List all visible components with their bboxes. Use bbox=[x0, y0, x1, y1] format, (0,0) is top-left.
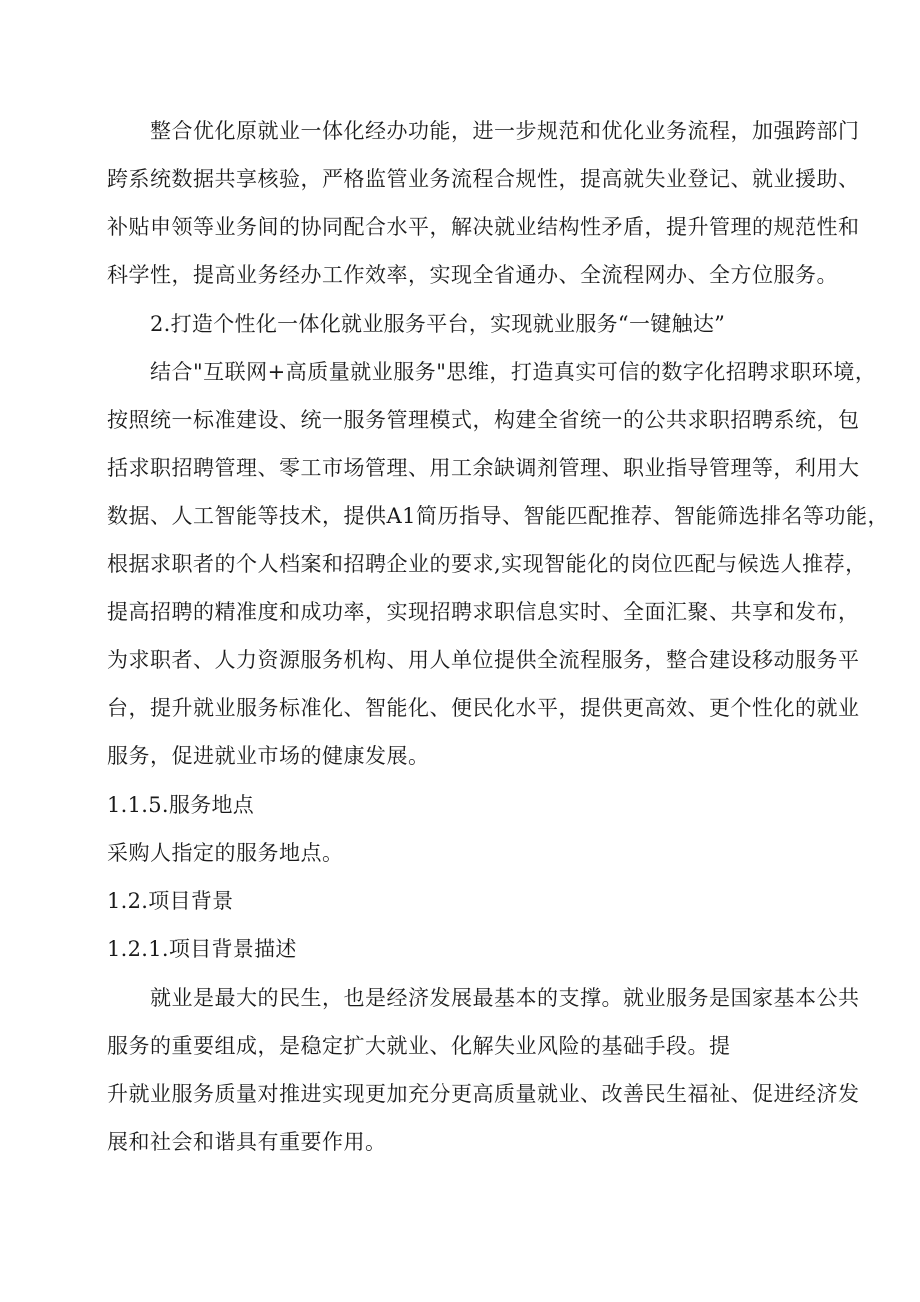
paragraph-line: 按照统一标准建设、统一服务管理模式，构建全省统一的公共求职招聘系统，包 bbox=[107, 408, 860, 432]
paragraph-line: 展和社会和谐具有重要作用。 bbox=[107, 1130, 387, 1154]
section-heading: 1.2.项目背景 bbox=[107, 889, 234, 913]
paragraph-line: 服务，促进就业市场的健康发展。 bbox=[107, 744, 430, 768]
paragraph-line: 升就业服务质量对推进实现更加充分更高质量就业、改善民生福祉、促进经济发 bbox=[107, 1082, 860, 1106]
paragraph-line: 括求职招聘管理、零工市场管理、用工余缺调剂管理、职业指导管理等，利用大 bbox=[107, 456, 860, 480]
paragraph-line: 台，提升就业服务标准化、智能化、便民化水平，提供更高效、更个性化的就业 bbox=[107, 696, 860, 720]
paragraph-line: 整合优化原就业一体化经办功能，进一步规范和优化业务流程，加强跨部门 bbox=[150, 119, 860, 143]
paragraph-line: 为求职者、人力资源服务机构、用人单位提供全流程服务，整合建设移动服务平 bbox=[107, 648, 860, 672]
paragraph-line: 科学性，提高业务经办工作效率，实现全省通办、全流程网办、全方位服务。 bbox=[107, 263, 838, 287]
item-title: 2.打造个性化一体化就业服务平台，实现就业服务“一键触达” bbox=[150, 312, 726, 336]
paragraph-line: 根据求职者的个人档案和招聘企业的要求,实现智能化的岗位匹配与候选人推荐， bbox=[107, 552, 867, 576]
paragraph-line: 就业是最大的民生，也是经济发展最基本的支撑。就业服务是国家基本公共 bbox=[150, 986, 860, 1010]
paragraph-line: 采购人指定的服务地点。 bbox=[107, 841, 344, 865]
paragraph-line: 数据、人工智能等技术，提供A1简历指导、智能匹配推荐、智能筛选排名等功能， bbox=[107, 504, 890, 528]
paragraph-line: 补贴申领等业务间的协同配合水平，解决就业结构性矛盾，提升管理的规范性和 bbox=[107, 215, 860, 239]
section-heading: 1.1.5.服务地点 bbox=[107, 793, 255, 817]
section-heading: 1.2.1.项目背景描述 bbox=[107, 937, 297, 961]
paragraph-line: 结合"互联网+高质量就业服务"思维，打造真实可信的数字化招聘求职环境， bbox=[150, 360, 877, 384]
paragraph-line: 提高招聘的精准度和成功率，实现招聘求职信息实时、全面汇聚、共享和发布， bbox=[107, 600, 860, 624]
paragraph-line: 服务的重要组成，是稳定扩大就业、化解失业风险的基础手段。提 bbox=[107, 1034, 731, 1058]
paragraph-line: 跨系统数据共享核验，严格监管业务流程合规性，提高就失业登记、就业援助、 bbox=[107, 167, 860, 191]
